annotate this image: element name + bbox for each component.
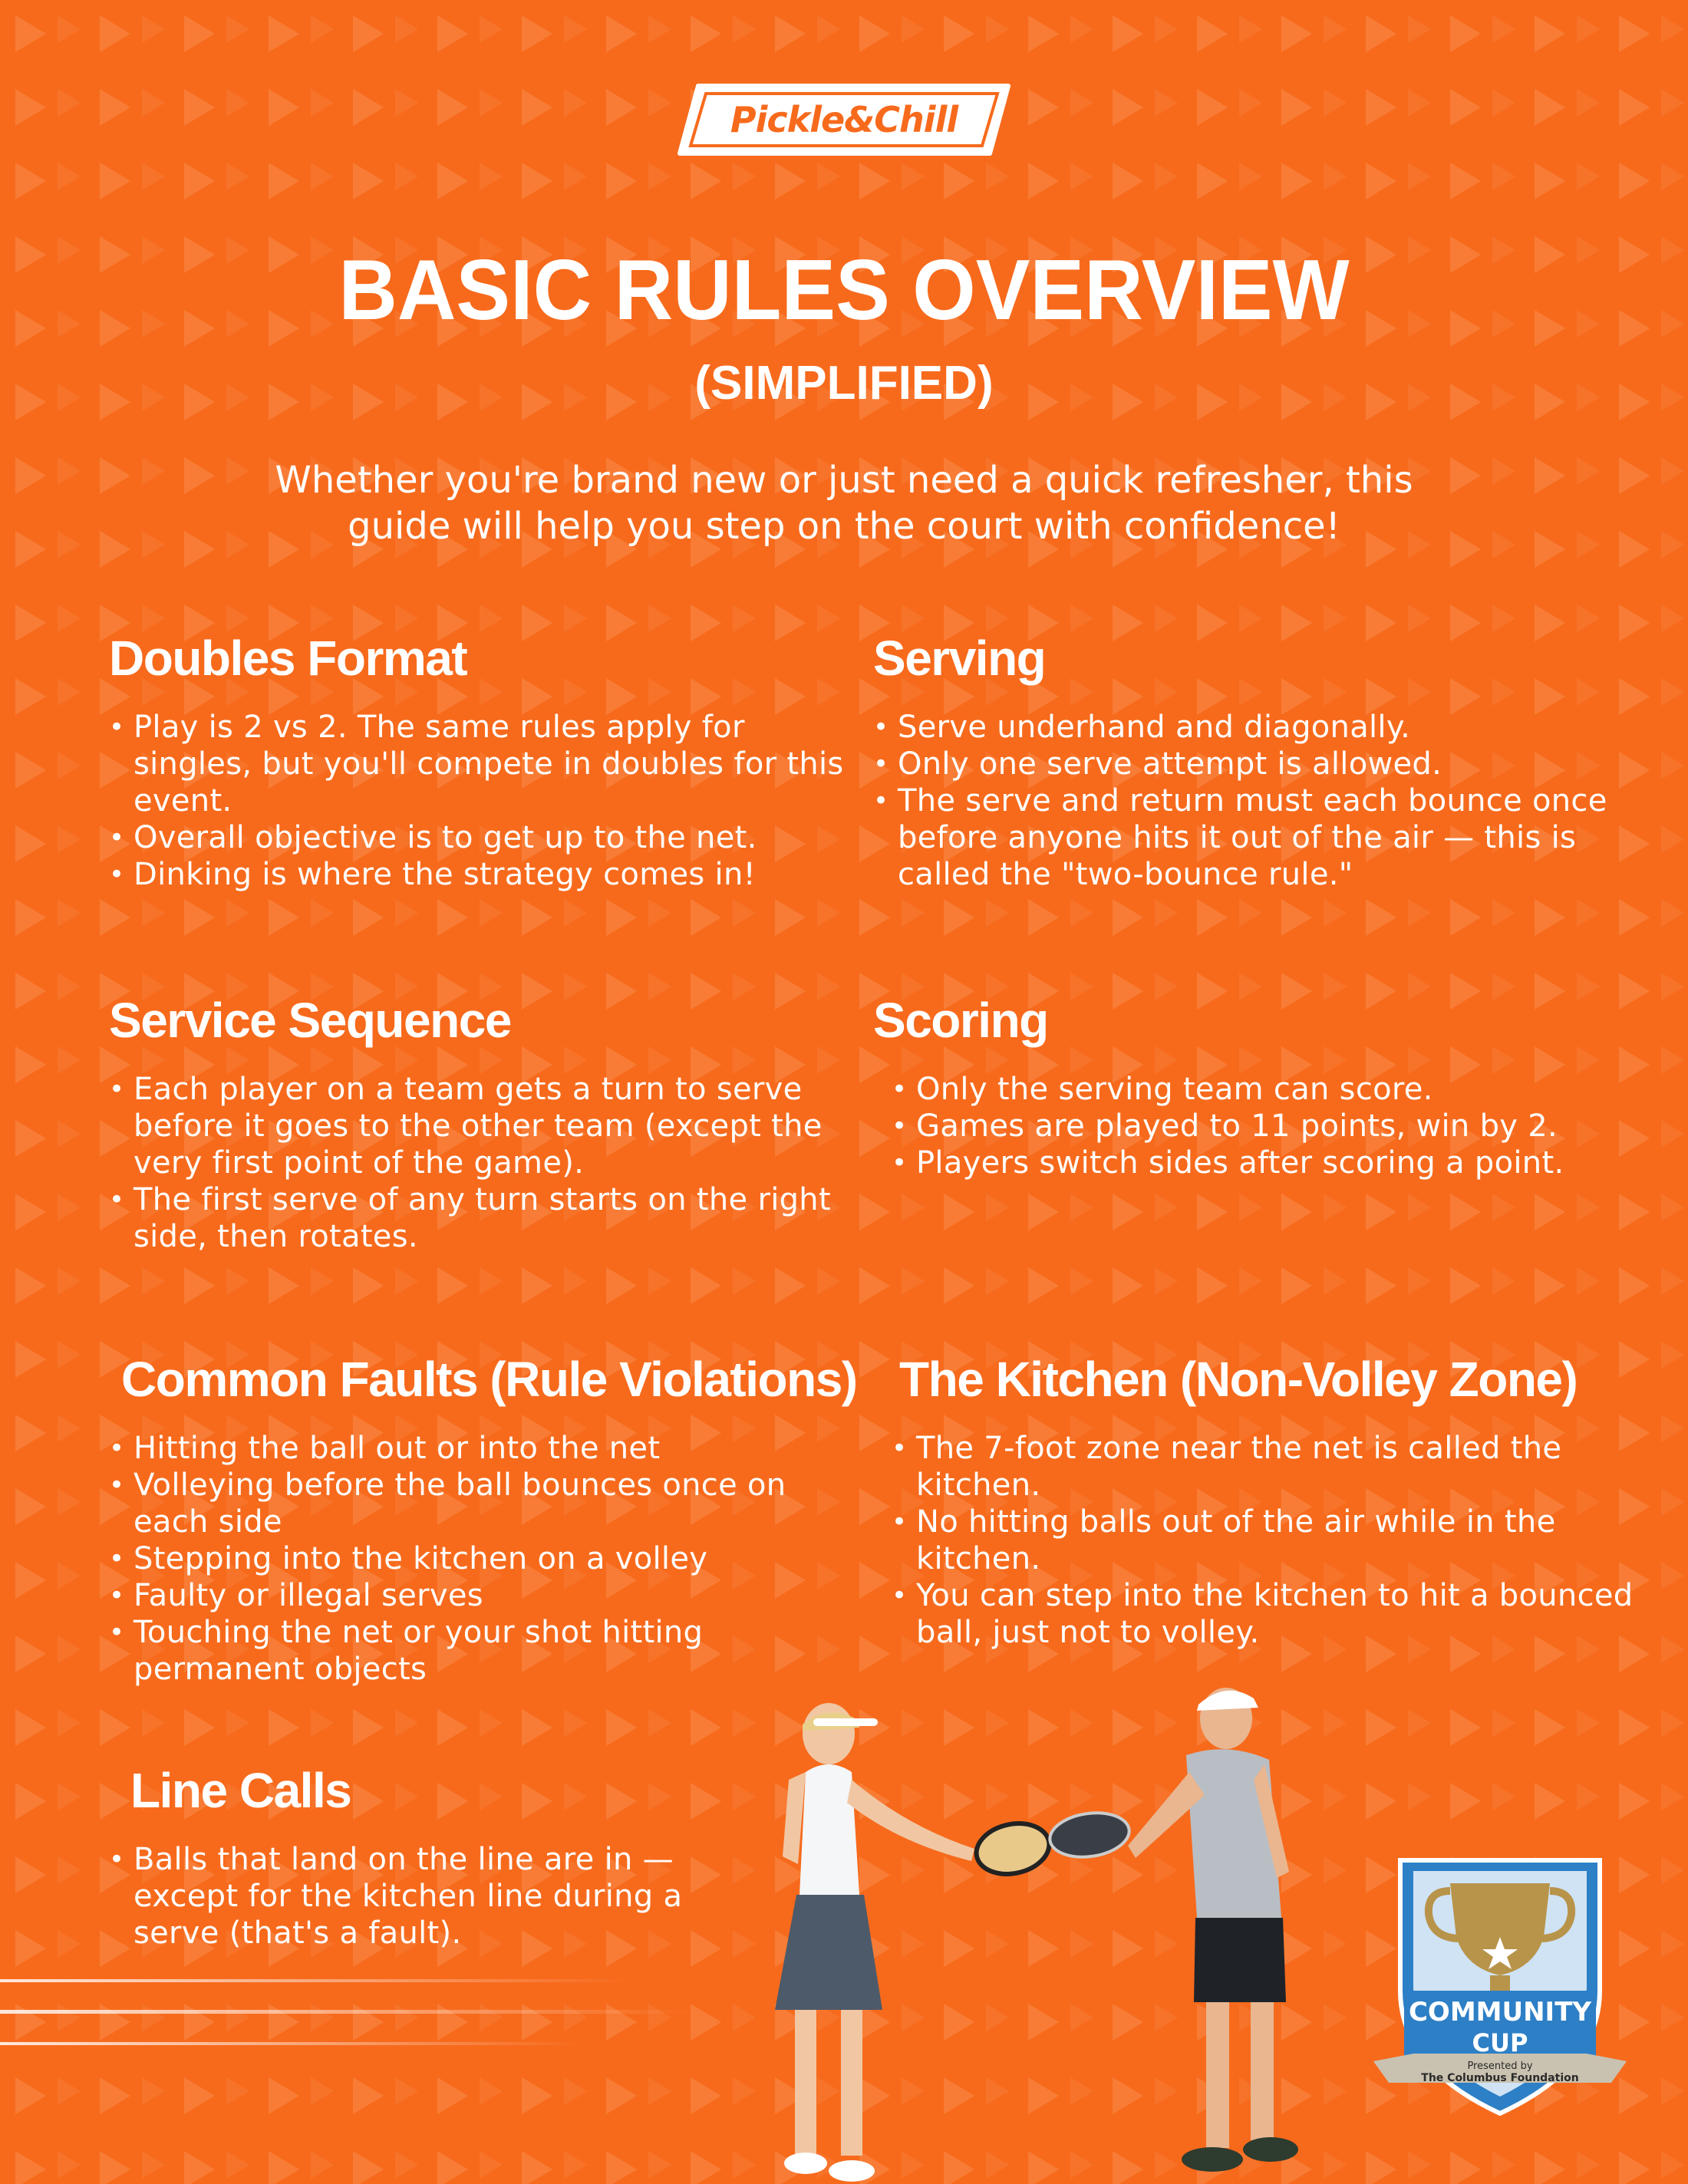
section-serving (873, 628, 1633, 893)
section-doubles-format (109, 628, 861, 893)
paddle-icon (971, 1808, 1132, 1880)
list-item: • Stepping into the kitchen on a volley (109, 1540, 869, 1577)
section-heading: Doubles Format (109, 631, 467, 686)
page-title: BASIC RULES OVERVIEW (338, 242, 1350, 338)
list-item: • Serve underhand and diagonally. (873, 709, 1633, 746)
section-common-faults (109, 1349, 869, 1688)
list-item: • The first serve of any turn starts on the right side, then rotates. (109, 1181, 869, 1255)
list-item: • The serve and return must each bounce once before anyone hits it out of the air — this is called the "two-bounce rule." (873, 782, 1633, 893)
logo-text: Pickle&Chill (730, 99, 958, 140)
player-woman-icon (775, 1703, 974, 2182)
list-item: • Hitting the ball out or into the net (109, 1430, 869, 1467)
bullet-list (109, 1841, 723, 1952)
list-item: • Each player on a team gets a turn to serve before it goes to the other team (except the very first point of the game). (109, 1071, 869, 1181)
pickle-and-chill-logo (675, 80, 1013, 160)
list-item: • No hitting balls out of the air while in the kitchen. (892, 1504, 1659, 1577)
page-subtitle: (SIMPLIFIED) (694, 357, 994, 410)
list-item: • Overall objective is to get up to the net. (109, 819, 861, 856)
speed-lines-decoration (0, 1972, 737, 2064)
list-item: • Volleying before the ball bounces once on each side (109, 1467, 869, 1540)
community-cup-badge (1373, 1853, 1627, 2121)
bullet-list (873, 709, 1633, 893)
section-line-calls (109, 1760, 723, 1952)
intro-line-2: guide will help you step on the court with confidence! (348, 505, 1340, 548)
section-service-sequence (109, 990, 869, 1255)
list-item: • Play is 2 vs 2. The same rules apply for singles, but you'll compete in doubles for this event. (109, 709, 861, 819)
section-heading: Line Calls (130, 1763, 351, 1818)
list-item: • Balls that land on the line are in — except for the kitchen line during a serve (that's a fault). (109, 1841, 723, 1952)
section-heading: The Kitchen (Non-Volley Zone) (899, 1352, 1578, 1407)
bullet-list (873, 1071, 1633, 1181)
section-scoring (873, 990, 1633, 1181)
list-item: • Touching the net or your shot hitting permanent objects (109, 1614, 869, 1688)
intro-line-1: Whether you're brand new or just need a quick refresher, this (275, 459, 1413, 502)
badge-title-line-2: CUP (1472, 2028, 1528, 2057)
bullet-list (109, 1071, 869, 1255)
section-heading: Serving (873, 631, 1046, 686)
list-item: • Only one serve attempt is allowed. (873, 746, 1633, 782)
intro-text (123, 457, 1565, 549)
section-heading: Scoring (873, 993, 1048, 1048)
list-item: • Games are played to 11 points, win by 2. (892, 1108, 1633, 1145)
section-heading: Common Faults (Rule Violations) (121, 1352, 857, 1407)
bullet-list (109, 1430, 869, 1688)
section-heading: Service Sequence (109, 993, 511, 1048)
badge-sponsor: The Columbus Foundation (1421, 2072, 1579, 2084)
badge-presented-by: Presented by (1467, 2060, 1533, 2072)
list-item: • Faulty or illegal serves (109, 1577, 869, 1614)
list-item: • The 7-foot zone near the net is called the kitchen. (892, 1430, 1659, 1504)
badge-title-line-1: COMMUNITY (1408, 1997, 1592, 2028)
list-item: • Only the serving team can score. (892, 1071, 1633, 1108)
bullet-list (892, 1430, 1659, 1651)
list-item: • Players switch sides after scoring a point. (892, 1145, 1633, 1181)
list-item: • You can step into the kitchen to hit a bounced ball, just not to volley. (892, 1577, 1659, 1651)
list-item: • Dinking is where the strategy comes in! (109, 856, 861, 893)
bullet-list (109, 709, 861, 893)
pickleball-players-icon (752, 1665, 1358, 2184)
player-man-icon (1128, 1688, 1298, 2172)
section-kitchen (892, 1349, 1659, 1651)
